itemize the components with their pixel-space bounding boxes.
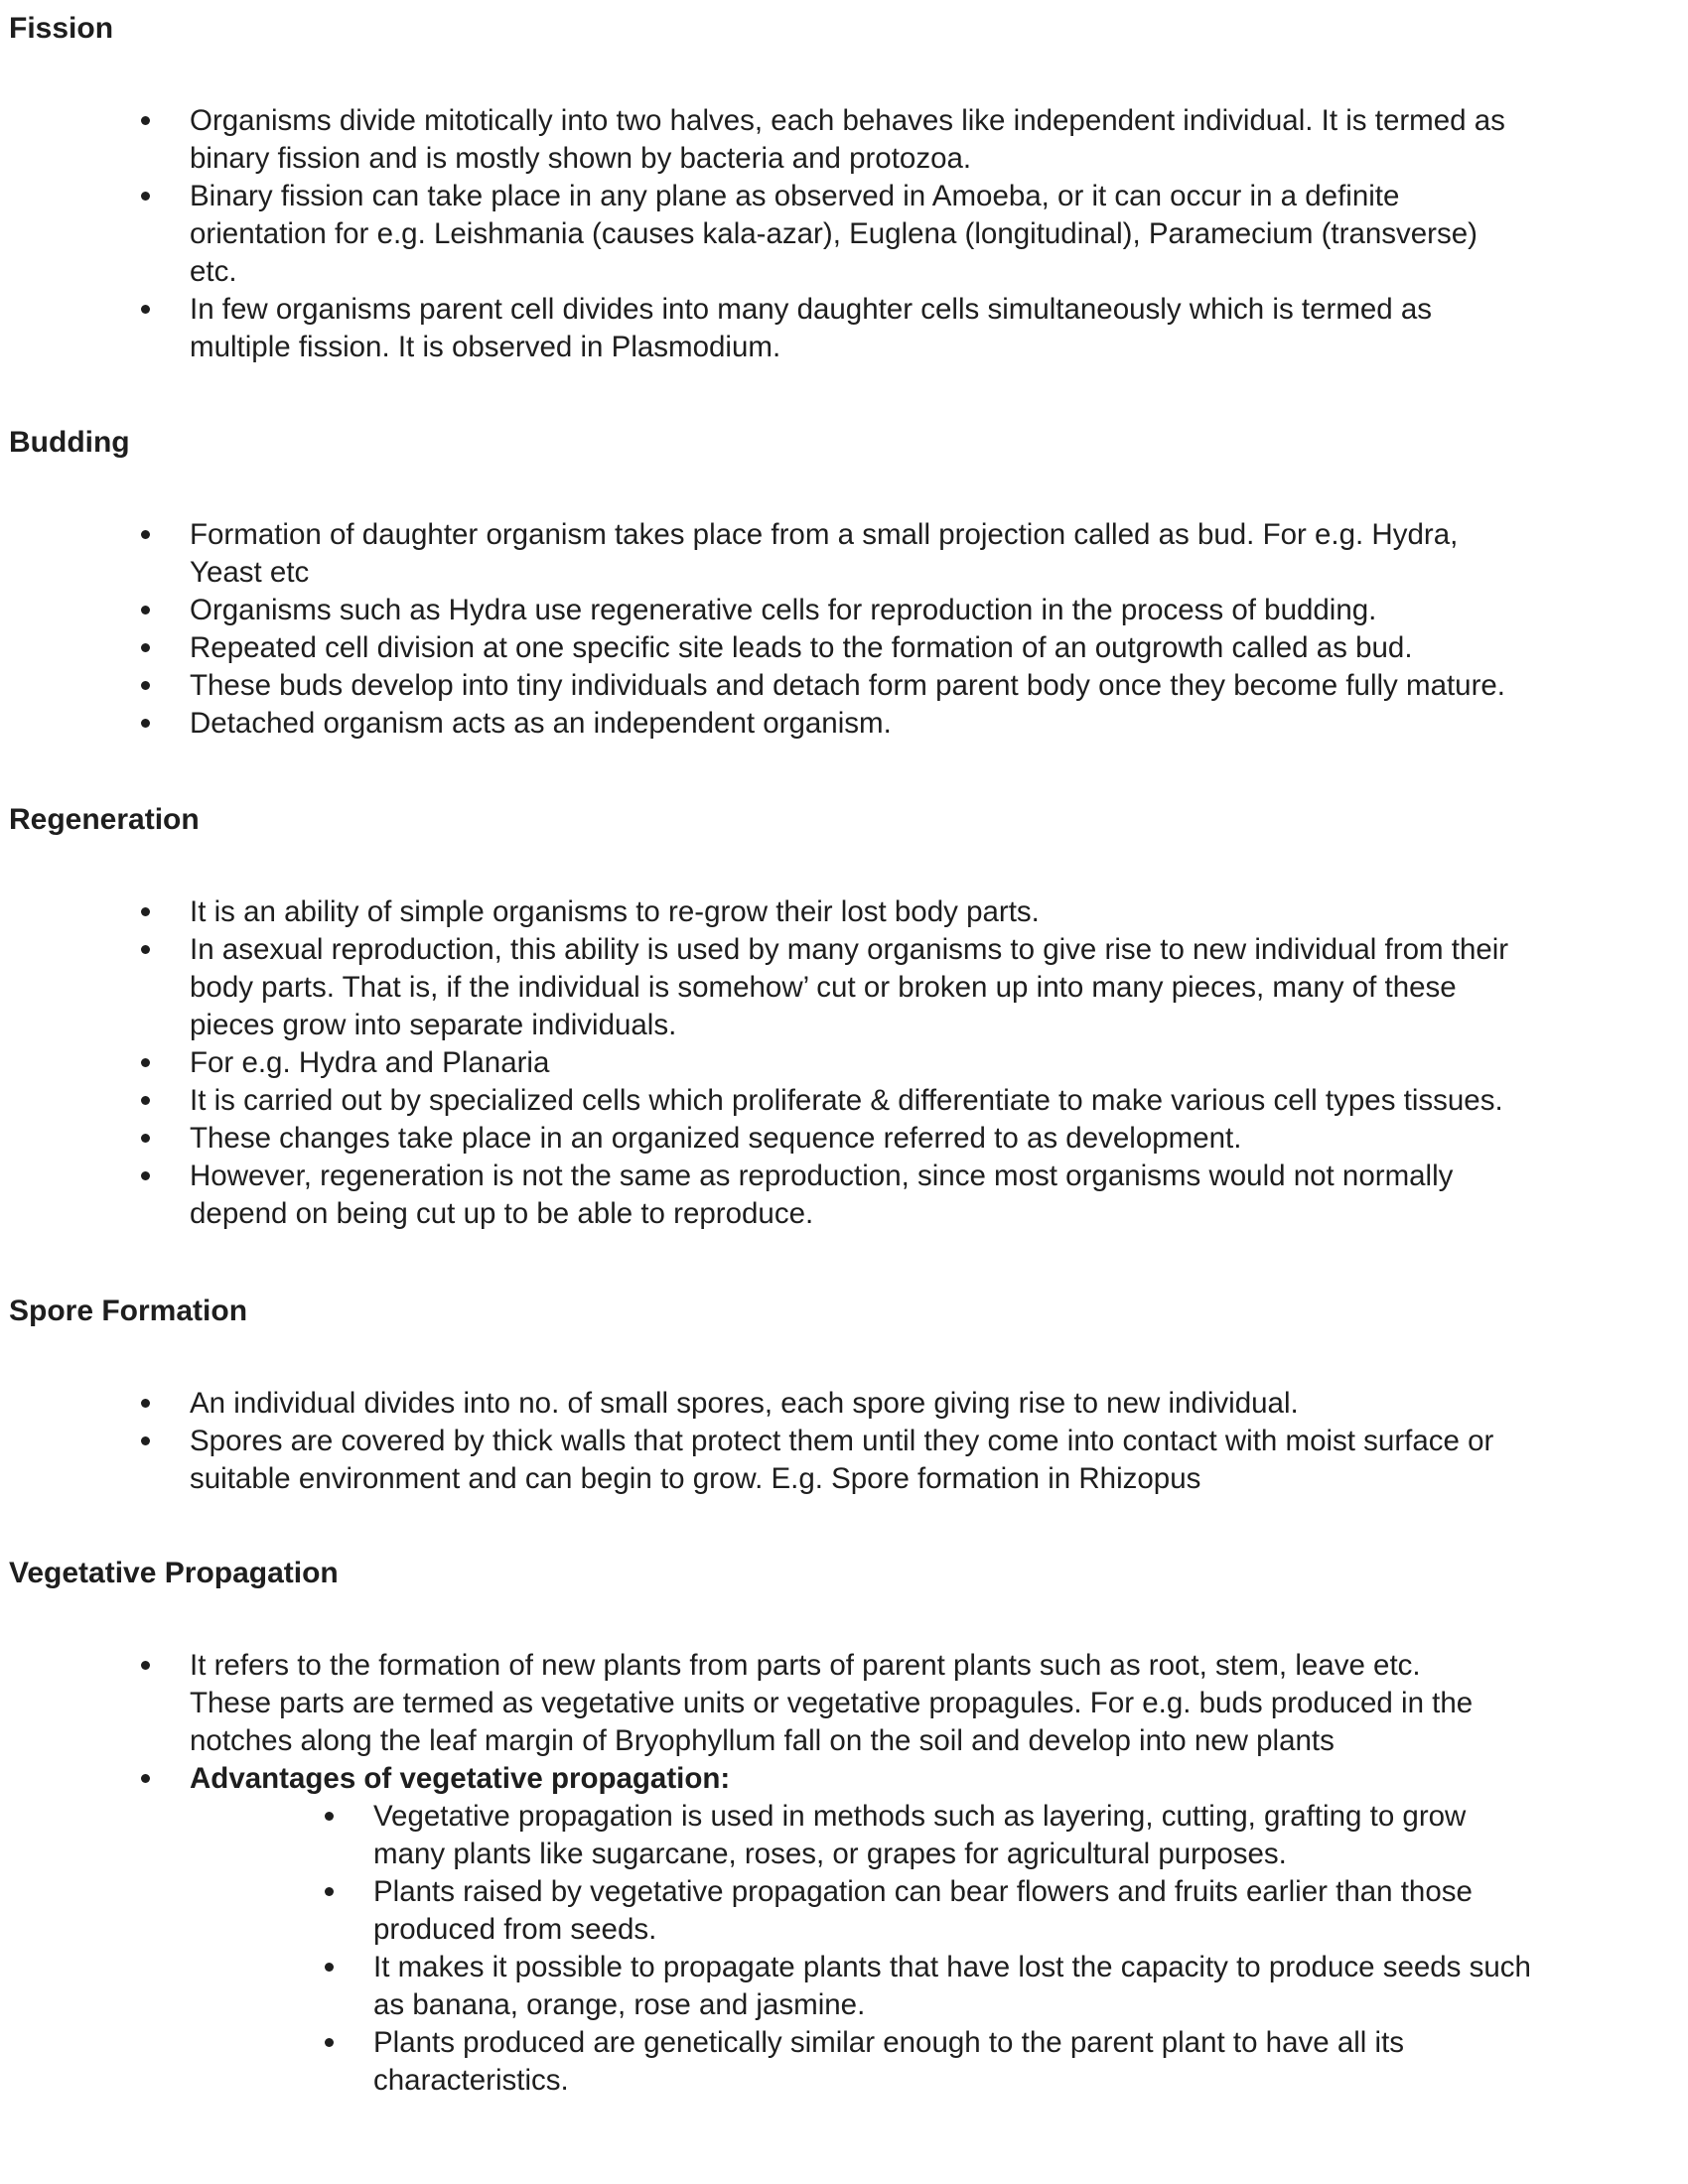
sub-list-item (0, 2024, 1688, 2100)
item-text: suitable environment and can begin to grow. E.g. Spore formation in Rhizopus (190, 1462, 1201, 1495)
item-text: For e.g. Hydra and Planaria (190, 1046, 550, 1079)
item-text: In few organisms parent cell divides into many daughter cells simultaneously which is termed as (190, 293, 1433, 326)
bullet-icon (141, 1436, 150, 1445)
list-item (0, 516, 1688, 592)
list-item (0, 1082, 1688, 1120)
list-item (0, 629, 1688, 667)
item-text: body parts. That is, if the individual is somehow’ cut or broken up into many pieces, many of these (190, 971, 1457, 1004)
item-text: binary fission and is mostly shown by bacteria and protozoa. (190, 142, 972, 175)
item-text: These parts are termed as vegetative units or vegetative propagules. For e.g. buds produced in the (190, 1687, 1474, 1719)
item-text: These buds develop into tiny individuals and detach form parent body once they become fully mature. (190, 669, 1506, 702)
item-text: orientation for e.g. Leishmania (causes kala-azar), Euglena (longitudinal), Paramecium (transverse) (190, 217, 1477, 250)
list-item (0, 102, 1688, 178)
bullet-icon (141, 1774, 150, 1783)
bullet-icon (141, 681, 150, 690)
section-heading: Regeneration (9, 803, 200, 836)
section-heading: Fission (9, 12, 114, 45)
item-text: Organisms such as Hydra use regenerative cells for reproduction in the process of budding. (190, 594, 1377, 626)
bullet-icon (141, 719, 150, 728)
item-text: Yeast etc (190, 556, 310, 589)
item-text: Repeated cell division at one specific site leads to the formation of an outgrowth called as bud. (190, 631, 1413, 664)
bullet-list (0, 1385, 1688, 1498)
section-heading: Spore Formation (9, 1295, 248, 1327)
bullet-list (0, 102, 1688, 366)
bullet-icon (141, 1058, 150, 1067)
item-text: Detached organism acts as an independent organism. (190, 707, 892, 740)
item-text: Binary fission can take place in any plane as observed in Amoeba, or it can occur in a definite (190, 180, 1400, 212)
item-text: It is carried out by specialized cells which proliferate & differentiate to make various cell types tissues. (190, 1084, 1503, 1117)
section-heading: Budding (9, 426, 130, 459)
item-text: Advantages of vegetative propagation: (190, 1762, 731, 1795)
sub-list-item (0, 1949, 1688, 2024)
bullet-icon (141, 907, 150, 916)
list-item (0, 592, 1688, 629)
sub-list-item (0, 1873, 1688, 1949)
item-text: multiple fission. It is observed in Plasmodium. (190, 331, 781, 363)
item-text: Plants raised by vegetative propagation can bear flowers and fruits earlier than those (373, 1875, 1473, 1908)
list-item (0, 667, 1688, 705)
list-item (0, 1647, 1688, 1760)
item-text: notches along the leaf margin of Bryophyllum fall on the soil and develop into new plants (190, 1724, 1335, 1757)
bullet-list (0, 1647, 1688, 2100)
item-text: depend on being cut up to be able to reproduce. (190, 1197, 814, 1230)
item-text: Organisms divide mitotically into two halves, each behaves like independent individual. It is termed as (190, 104, 1505, 137)
list-item (0, 705, 1688, 743)
item-text: It makes it possible to propagate plants that have lost the capacity to produce seeds such (373, 1951, 1531, 1983)
list-item (0, 1385, 1688, 1423)
bullet-icon (141, 643, 150, 652)
bullet-icon (325, 1963, 334, 1972)
list-item (0, 1158, 1688, 1233)
list-item (0, 893, 1688, 931)
item-text: In asexual reproduction, this ability is used by many organisms to give rise to new individual from their (190, 933, 1509, 966)
bullet-icon (141, 606, 150, 614)
bullet-icon (141, 1096, 150, 1105)
bullet-icon (141, 530, 150, 539)
item-text: It is an ability of simple organisms to re-grow their lost body parts. (190, 895, 1040, 928)
item-text: pieces grow into separate individuals. (190, 1009, 677, 1041)
bullet-icon (141, 1399, 150, 1408)
list-item (0, 1044, 1688, 1082)
section-heading: Vegetative Propagation (9, 1557, 339, 1589)
item-text: Spores are covered by thick walls that protect them until they come into contact with moist surface or (190, 1425, 1494, 1457)
bullet-icon (325, 1812, 334, 1821)
list-item (0, 178, 1688, 291)
bullet-icon (141, 1661, 150, 1670)
list-item (0, 1120, 1688, 1158)
bullet-icon (325, 2038, 334, 2047)
list-item (0, 291, 1688, 366)
bullet-list (0, 893, 1688, 1233)
item-text: However, regeneration is not the same as reproduction, since most organisms would not normally (190, 1160, 1454, 1192)
item-text: It refers to the formation of new plants from parts of parent plants such as root, stem, leave etc. (190, 1649, 1421, 1682)
item-text: An individual divides into no. of small spores, each spore giving rise to new individual. (190, 1387, 1299, 1420)
item-text: Plants produced are genetically similar enough to the parent plant to have all its (373, 2026, 1405, 2059)
bullet-list (0, 516, 1688, 743)
item-text: many plants like sugarcane, roses, or grapes for agricultural purposes. (373, 1838, 1287, 1870)
sub-list-item (0, 1798, 1688, 1873)
bullet-icon (141, 1134, 150, 1143)
bullet-icon (141, 116, 150, 125)
item-text: as banana, orange, rose and jasmine. (373, 1988, 866, 2021)
bullet-icon (141, 305, 150, 314)
item-text: etc. (190, 255, 237, 288)
bullet-icon (141, 945, 150, 954)
list-item (0, 1423, 1688, 1498)
item-text: characteristics. (373, 2064, 569, 2097)
bullet-icon (141, 192, 150, 201)
item-text: Vegetative propagation is used in methods such as layering, cutting, grafting to grow (373, 1800, 1467, 1833)
item-text: produced from seeds. (373, 1913, 657, 1946)
bullet-icon (141, 1171, 150, 1180)
bullet-icon (325, 1887, 334, 1896)
item-text: These changes take place in an organized sequence referred to as development. (190, 1122, 1242, 1155)
list-item (0, 931, 1688, 1044)
list-item-advantages-heading (0, 1760, 1688, 1798)
item-text: Formation of daughter organism takes place from a small projection called as bud. For e.g. Hydra, (190, 518, 1459, 551)
